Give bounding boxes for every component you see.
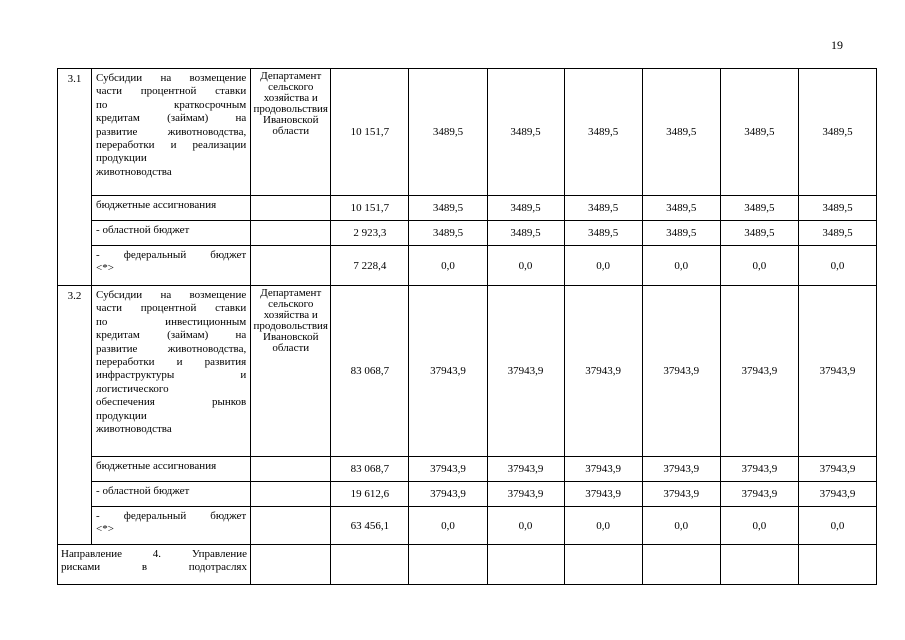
empty-cell	[720, 545, 798, 585]
table-row	[58, 545, 877, 585]
row-description: - федеральный бюджет <*>	[92, 246, 251, 286]
table-cell: 83 068,7	[331, 457, 409, 482]
table-cell: 37943,9	[798, 286, 876, 457]
table-cell: 37943,9	[487, 482, 564, 507]
table-cell: 0,0	[409, 507, 487, 545]
table-cell: 0,0	[564, 246, 642, 286]
table-cell: 37943,9	[409, 457, 487, 482]
table-cell: 0,0	[409, 246, 487, 286]
table-cell: 37943,9	[564, 482, 642, 507]
department: Департамент сельского хозяйства и продовольствия Ивановской области	[251, 286, 331, 457]
row-number: 3.1	[58, 69, 92, 286]
row-description: - областной бюджет	[92, 221, 251, 246]
table-row	[58, 196, 877, 221]
table-cell: 10 151,7	[331, 196, 409, 221]
row-description: - федеральный бюджет <*>	[92, 507, 251, 545]
table-cell: 37943,9	[487, 457, 564, 482]
table-cell: 3489,5	[720, 196, 798, 221]
table-cell: 3489,5	[487, 69, 564, 196]
empty-cell	[251, 482, 331, 507]
table-cell: 3489,5	[564, 196, 642, 221]
empty-cell	[251, 196, 331, 221]
empty-cell	[331, 545, 409, 585]
table-cell: 3489,5	[720, 69, 798, 196]
table-cell: 37943,9	[720, 482, 798, 507]
empty-cell	[564, 545, 642, 585]
table-cell: 0,0	[720, 246, 798, 286]
table-cell: 3489,5	[642, 221, 720, 246]
table-cell: 37943,9	[564, 457, 642, 482]
table-cell: 3489,5	[798, 69, 876, 196]
empty-cell	[487, 545, 564, 585]
table-cell: 3489,5	[798, 221, 876, 246]
table-cell: 3489,5	[798, 196, 876, 221]
empty-cell	[251, 457, 331, 482]
table-cell: 3489,5	[409, 196, 487, 221]
table-cell: 19 612,6	[331, 482, 409, 507]
table-cell: 3489,5	[487, 196, 564, 221]
section-heading: Направление 4. Управление рисками в подотраслях	[58, 545, 251, 585]
table-cell: 0,0	[798, 507, 876, 545]
table-row	[58, 221, 877, 246]
empty-cell	[251, 545, 331, 585]
table-cell: 3489,5	[720, 221, 798, 246]
table-cell: 37943,9	[720, 457, 798, 482]
table-cell: 0,0	[798, 246, 876, 286]
table-cell: 3489,5	[409, 69, 487, 196]
empty-cell	[798, 545, 876, 585]
table-row	[58, 69, 877, 196]
row-description: Субсидии на возмещение части процентной ставки по краткосрочным кредитам (займам) на развитие животноводства, переработки и реализации продукции животноводства	[92, 69, 251, 196]
table-cell: 0,0	[487, 246, 564, 286]
table-row	[58, 507, 877, 545]
table-cell: 37943,9	[642, 457, 720, 482]
table-cell: 37943,9	[487, 286, 564, 457]
table-row	[58, 482, 877, 507]
table-cell: 0,0	[564, 507, 642, 545]
table-cell: 7 228,4	[331, 246, 409, 286]
empty-cell	[642, 545, 720, 585]
table-cell: 3489,5	[487, 221, 564, 246]
row-description: бюджетные ассигнования	[92, 457, 251, 482]
row-number: 3.2	[58, 286, 92, 545]
table-row	[58, 286, 877, 457]
table-cell: 37943,9	[409, 482, 487, 507]
table-cell: 3489,5	[642, 69, 720, 196]
table-cell: 63 456,1	[331, 507, 409, 545]
table-cell: 2 923,3	[331, 221, 409, 246]
table-cell: 37943,9	[642, 286, 720, 457]
table-cell: 37943,9	[720, 286, 798, 457]
table-row	[58, 457, 877, 482]
table-cell: 0,0	[487, 507, 564, 545]
table-cell: 37943,9	[798, 457, 876, 482]
empty-cell	[409, 545, 487, 585]
table-cell: 3489,5	[409, 221, 487, 246]
table-cell: 3489,5	[564, 221, 642, 246]
program-table	[57, 68, 877, 585]
table-cell: 37943,9	[642, 482, 720, 507]
table-cell: 37943,9	[409, 286, 487, 457]
table-cell: 3489,5	[564, 69, 642, 196]
empty-cell	[251, 246, 331, 286]
table-cell: 10 151,7	[331, 69, 409, 196]
empty-cell	[251, 221, 331, 246]
table-row	[58, 246, 877, 286]
table-cell: 0,0	[642, 246, 720, 286]
empty-cell	[251, 507, 331, 545]
row-description: бюджетные ассигнования	[92, 196, 251, 221]
table-cell: 37943,9	[564, 286, 642, 457]
table-cell: 3489,5	[642, 196, 720, 221]
table-cell: 0,0	[720, 507, 798, 545]
table-cell: 37943,9	[798, 482, 876, 507]
department: Департамент сельского хозяйства и продовольствия Ивановской области	[251, 69, 331, 196]
row-description: Субсидии на возмещение части процентной ставки по инвестиционным кредитам (займам) на развитие животноводства, переработки и развития инфраструктуры и логистического обеспечения рынков продукции животноводства	[92, 286, 251, 457]
table-cell: 83 068,7	[331, 286, 409, 457]
page-number: 19	[831, 38, 843, 52]
table-cell: 0,0	[642, 507, 720, 545]
row-description: - областной бюджет	[92, 482, 251, 507]
